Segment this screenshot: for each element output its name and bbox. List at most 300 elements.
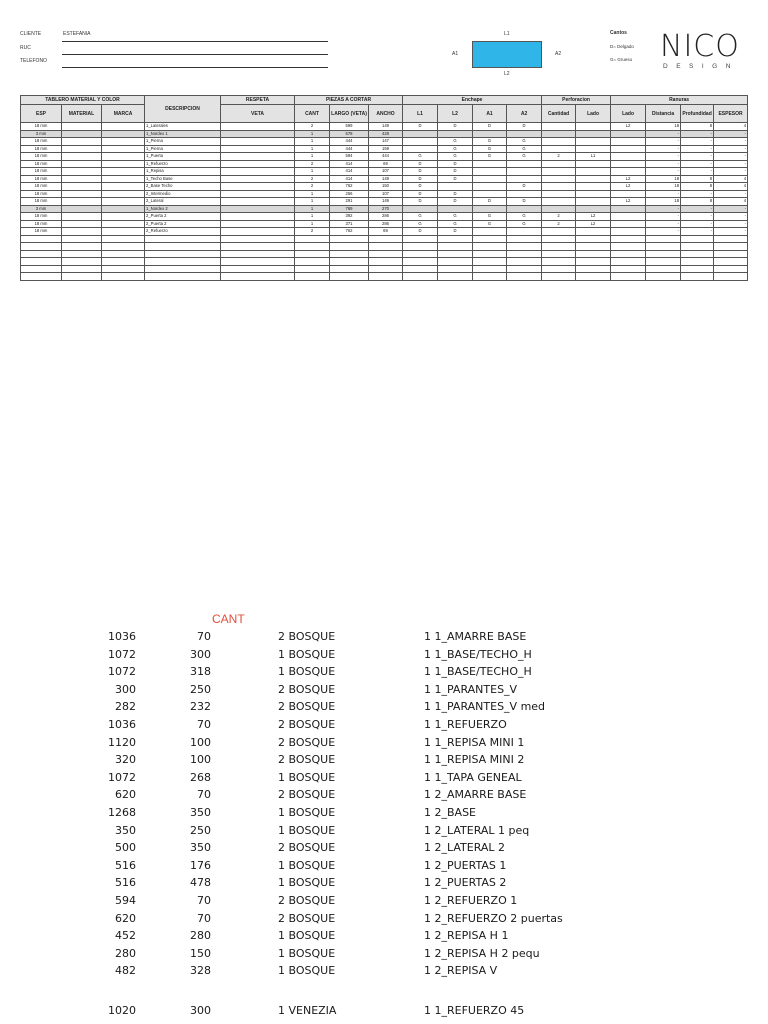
cell-ancho xyxy=(369,243,403,251)
cell-descripcion: 2_Puerta 2 xyxy=(145,213,221,221)
col-material: MATERIAL xyxy=(62,105,102,123)
list-material: 2 BOSQUE xyxy=(278,841,336,855)
cell-ancho: 286 xyxy=(369,220,403,228)
list-width: 280 xyxy=(190,929,211,943)
cell-ranura-lado xyxy=(611,153,646,161)
cell-perf-lado xyxy=(576,160,611,168)
cell-largo xyxy=(330,258,369,266)
cell-descripcion: 1_Nordex 1 xyxy=(145,130,221,138)
cell-cant: 2 xyxy=(295,183,330,191)
table-row-empty xyxy=(21,265,748,273)
list-piece-name: 1 2_REFUERZO 1 xyxy=(424,894,518,907)
list-length: 516 xyxy=(115,876,136,890)
list-width: 70 xyxy=(197,718,211,731)
list-item xyxy=(0,630,768,646)
cell-profundidad: - xyxy=(681,205,714,213)
list-item xyxy=(0,859,768,875)
list-material: 1 BOSQUE xyxy=(278,929,336,943)
list-item xyxy=(0,771,768,787)
list-width: 350 xyxy=(190,806,211,819)
cell-perf-lado xyxy=(576,205,611,213)
list-piece-name: 1 2_REPISA V xyxy=(424,964,498,978)
cell-veta xyxy=(221,130,295,138)
list-length: 350 xyxy=(115,823,136,837)
cell-cant xyxy=(295,265,330,273)
cell-marca xyxy=(102,145,145,153)
list-width: 70 xyxy=(197,894,211,907)
cell-cant xyxy=(295,250,330,258)
cell-l1 xyxy=(403,243,438,251)
cell-a1 xyxy=(473,265,507,273)
cell-l1: D xyxy=(403,175,438,183)
cell-l1: G xyxy=(403,153,438,161)
cell-a1 xyxy=(473,168,507,176)
cell-l2 xyxy=(438,243,473,251)
cell-espesor: - xyxy=(714,160,748,168)
list-piece-name: 1 2_LATERAL 1 peq xyxy=(424,823,530,837)
list-length: 282 xyxy=(115,700,136,714)
cell-perf-lado xyxy=(576,183,611,191)
list-width: 318 xyxy=(190,665,211,679)
cell-material xyxy=(62,153,102,161)
cell-marca xyxy=(102,265,145,273)
cell-a2: D xyxy=(507,123,542,131)
cell-l1: G xyxy=(403,213,438,221)
cell-perf-lado xyxy=(576,198,611,206)
cell-esp: 18 mm xyxy=(21,183,62,191)
cell-marca xyxy=(102,175,145,183)
cell-espesor xyxy=(714,265,748,273)
list-piece-name: 1 2_REPISA H 2 pequ xyxy=(424,946,540,960)
table-row-empty xyxy=(21,250,748,258)
cell-distancia xyxy=(646,258,681,266)
list-width: 300 xyxy=(190,647,211,661)
list-width: 268 xyxy=(190,770,211,784)
table-row xyxy=(21,228,748,236)
cell-marca xyxy=(102,273,145,281)
list-piece-name: 1 1_AMARRE BASE xyxy=(424,630,527,643)
cell-l1 xyxy=(403,265,438,273)
cell-ancho xyxy=(369,235,403,243)
cell-descripcion: 1_Pierna xyxy=(145,145,221,153)
list-item xyxy=(0,753,768,769)
col-profundidad: Profundidad xyxy=(681,105,714,123)
cell-a2 xyxy=(507,205,542,213)
list-piece-name: 1 1_REFUERZO 45 xyxy=(424,1004,525,1017)
list-item xyxy=(0,1004,768,1020)
list-piece-name: 1 2_PUERTAS 1 xyxy=(424,858,507,872)
group-enchape: Enchape xyxy=(403,96,542,105)
cell-veta xyxy=(221,220,295,228)
cell-a2: G xyxy=(507,145,542,153)
cell-perf-lado xyxy=(576,138,611,146)
cell-largo: 578 xyxy=(330,130,369,138)
list-width: 70 xyxy=(197,911,211,925)
table-row-empty xyxy=(21,258,748,266)
cell-l1 xyxy=(403,235,438,243)
cell-l2 xyxy=(438,273,473,281)
cell-perf-lado xyxy=(576,243,611,251)
cell-profundidad: - xyxy=(681,190,714,198)
cell-esp: 3 mm xyxy=(21,205,62,213)
list-material: 2 BOSQUE xyxy=(278,718,336,731)
cell-espesor: 4 xyxy=(714,123,748,131)
cell-a2 xyxy=(507,168,542,176)
cell-descripcion: 2_Puerta 2 xyxy=(145,220,221,228)
col-distancia: Distancia xyxy=(646,105,681,123)
cell-distancia: - xyxy=(646,168,681,176)
cell-marca xyxy=(102,153,145,161)
cell-esp xyxy=(21,273,62,281)
list-item xyxy=(0,824,768,840)
cell-distancia: - xyxy=(646,205,681,213)
cell-espesor xyxy=(714,273,748,281)
cell-ranura-lado xyxy=(611,265,646,273)
list-length: 452 xyxy=(115,929,136,943)
list-piece-name: 1 1_REFUERZO xyxy=(424,718,507,731)
cell-l2: G xyxy=(438,138,473,146)
group-ranuras: Ranuras xyxy=(611,96,748,105)
cell-largo: 762 xyxy=(330,183,369,191)
list-length: 1072 xyxy=(108,647,136,661)
cell-material xyxy=(62,123,102,131)
list-piece-name: 1 1_PARANTES_V med xyxy=(424,700,546,714)
cell-distancia xyxy=(646,243,681,251)
cell-l2 xyxy=(438,265,473,273)
cell-cant: 1 xyxy=(295,130,330,138)
col-cant: CANT xyxy=(295,105,330,123)
cell-espesor xyxy=(714,258,748,266)
cell-a2: G xyxy=(507,213,542,221)
col-esp: ESP xyxy=(21,105,62,123)
cell-profundidad: - xyxy=(681,160,714,168)
cell-perf-lado xyxy=(576,190,611,198)
list-length: 500 xyxy=(115,841,136,855)
cell-ancho: 159 xyxy=(369,145,403,153)
cell-ranura-lado xyxy=(611,250,646,258)
list-material: 1 BOSQUE xyxy=(278,946,336,960)
cell-a2 xyxy=(507,130,542,138)
list-material: 2 BOSQUE xyxy=(278,700,336,714)
cell-perf-cantidad xyxy=(542,190,576,198)
cell-perf-cantidad xyxy=(542,138,576,146)
cliente-field-line xyxy=(62,41,328,42)
cell-a1 xyxy=(473,243,507,251)
list-length: 320 xyxy=(115,753,136,767)
cell-l2: G xyxy=(438,153,473,161)
cell-l1 xyxy=(403,250,438,258)
cell-profundidad: 8 xyxy=(681,198,714,206)
cell-veta xyxy=(221,273,295,281)
cell-a2: D xyxy=(507,198,542,206)
cell-perf-cantidad xyxy=(542,250,576,258)
cell-l2 xyxy=(438,250,473,258)
list-length: 1072 xyxy=(108,665,136,679)
cell-perf-cantidad xyxy=(542,130,576,138)
cell-a1: G xyxy=(473,213,507,221)
cell-material xyxy=(62,235,102,243)
cell-profundidad xyxy=(681,273,714,281)
cell-material xyxy=(62,273,102,281)
cell-a1 xyxy=(473,205,507,213)
list-item xyxy=(0,648,768,664)
cell-perf-cantidad xyxy=(542,175,576,183)
cell-l2: D xyxy=(438,198,473,206)
cell-descripcion xyxy=(145,250,221,258)
col-espesor: ESPESOR xyxy=(714,105,748,123)
table-row xyxy=(21,175,748,183)
cell-marca xyxy=(102,250,145,258)
cell-espesor: - xyxy=(714,213,748,221)
cell-esp xyxy=(21,250,62,258)
cell-espesor xyxy=(714,250,748,258)
cell-espesor: - xyxy=(714,168,748,176)
cell-espesor: - xyxy=(714,220,748,228)
logo-wordmark: NICO xyxy=(660,29,740,64)
cell-perf-cantidad xyxy=(542,183,576,191)
cell-cant: 1 xyxy=(295,153,330,161)
cell-ancho: 150 xyxy=(369,183,403,191)
list-material: 1 BOSQUE xyxy=(278,770,336,784)
cell-l2: D xyxy=(438,123,473,131)
cell-esp: 18 mm xyxy=(21,220,62,228)
list-item xyxy=(0,718,768,734)
cell-esp: 18 mm xyxy=(21,145,62,153)
cell-cant xyxy=(295,273,330,281)
cell-descripcion: 1_Repisa xyxy=(145,168,221,176)
cell-perf-cantidad xyxy=(542,235,576,243)
list-item xyxy=(0,964,768,980)
cell-material xyxy=(62,258,102,266)
cell-a2: D xyxy=(507,183,542,191)
cell-l2: D xyxy=(438,175,473,183)
cell-ranura-lado xyxy=(611,138,646,146)
cell-esp: 18 mm xyxy=(21,228,62,236)
table-row-empty xyxy=(21,243,748,251)
cell-marca xyxy=(102,205,145,213)
cell-perf-cantidad xyxy=(542,198,576,206)
list-width: 70 xyxy=(197,788,211,802)
cell-profundidad: - xyxy=(681,145,714,153)
list-width: 100 xyxy=(190,753,211,767)
cell-a1: G xyxy=(473,138,507,146)
cell-material xyxy=(62,205,102,213)
cell-cant: 1 xyxy=(295,145,330,153)
list-item xyxy=(0,806,768,822)
list-width: 176 xyxy=(190,858,211,872)
cell-distancia: - xyxy=(646,213,681,221)
cell-descripcion xyxy=(145,273,221,281)
cell-distancia xyxy=(646,265,681,273)
cell-esp: 18 mm xyxy=(21,160,62,168)
cell-ancho: 107 xyxy=(369,168,403,176)
cell-perf-lado xyxy=(576,228,611,236)
cell-perf-cantidad xyxy=(542,258,576,266)
cell-perf-lado xyxy=(576,273,611,281)
cell-a1: G xyxy=(473,145,507,153)
cell-profundidad: 8 xyxy=(681,123,714,131)
cell-marca xyxy=(102,183,145,191)
cell-perf-lado xyxy=(576,250,611,258)
list-length: 280 xyxy=(115,946,136,960)
cell-descripcion: 2_Refuerzo xyxy=(145,228,221,236)
list-piece-name: 1 1_PARANTES_V xyxy=(424,682,518,696)
col-lado: Lado xyxy=(576,105,611,123)
cell-a2 xyxy=(507,273,542,281)
cell-marca xyxy=(102,130,145,138)
list-piece-name: 1 2_BASE xyxy=(424,806,476,819)
cell-veta xyxy=(221,168,295,176)
cell-a1 xyxy=(473,160,507,168)
cell-a1 xyxy=(473,258,507,266)
cell-ancho: 286 xyxy=(369,213,403,221)
cell-a2 xyxy=(507,258,542,266)
group-respeta: RESPETA xyxy=(221,96,295,105)
cell-esp: 18 mm xyxy=(21,168,62,176)
table-row xyxy=(21,205,748,213)
cell-ranura-lado xyxy=(611,228,646,236)
cell-descripcion xyxy=(145,243,221,251)
cell-a1 xyxy=(473,228,507,236)
cell-marca xyxy=(102,220,145,228)
cell-material xyxy=(62,190,102,198)
cell-distancia: 18 xyxy=(646,183,681,191)
cell-espesor: 4 xyxy=(714,183,748,191)
cell-a1: G xyxy=(473,153,507,161)
cell-ancho: 270 xyxy=(369,205,403,213)
cell-espesor: - xyxy=(714,130,748,138)
list-material: 1 BOSQUE xyxy=(278,876,336,890)
cell-ranura-lado xyxy=(611,168,646,176)
list-material: 1 BOSQUE xyxy=(278,806,336,819)
cutting-table xyxy=(20,95,748,281)
cell-perf-lado xyxy=(576,265,611,273)
cell-veta xyxy=(221,145,295,153)
cell-largo: 414 xyxy=(330,160,369,168)
list-material: 2 BOSQUE xyxy=(278,682,336,696)
cell-perf-cantidad xyxy=(542,228,576,236)
cell-largo: 256 xyxy=(330,190,369,198)
col-a2: A2 xyxy=(507,105,542,123)
cell-veta xyxy=(221,198,295,206)
list-material: 1 VENEZIA xyxy=(278,1004,337,1017)
cell-esp xyxy=(21,243,62,251)
cell-perf-cantidad xyxy=(542,123,576,131)
cell-ranura-lado xyxy=(611,243,646,251)
cell-a1 xyxy=(473,235,507,243)
table-row xyxy=(21,130,748,138)
telefono-label: TELEFONO xyxy=(20,58,47,64)
cell-largo: 769 xyxy=(330,205,369,213)
list-item xyxy=(0,700,768,716)
cliente-label: CLIENTE xyxy=(20,31,42,37)
list-material: 1 BOSQUE xyxy=(278,665,336,679)
cell-material xyxy=(62,160,102,168)
cell-ranura-lado: L2 xyxy=(611,175,646,183)
col-l1: L1 xyxy=(403,105,438,123)
cell-veta xyxy=(221,228,295,236)
cell-l1 xyxy=(403,130,438,138)
cell-cant: 1 xyxy=(295,213,330,221)
cell-veta xyxy=(221,258,295,266)
list-length: 1268 xyxy=(108,806,136,819)
cell-distancia: - xyxy=(646,145,681,153)
cell-largo: 414 xyxy=(330,168,369,176)
list-material: 2 BOSQUE xyxy=(278,894,336,907)
cell-profundidad: - xyxy=(681,130,714,138)
cantos-grueso: G= Grueso xyxy=(610,57,633,62)
col-largo: LARGO (VETA) xyxy=(330,105,369,123)
cell-descripcion xyxy=(145,235,221,243)
col-cantidad: Cantidad xyxy=(542,105,576,123)
cell-profundidad: - xyxy=(681,228,714,236)
cell-l1 xyxy=(403,205,438,213)
cell-descripcion xyxy=(145,258,221,266)
cell-espesor: - xyxy=(714,145,748,153)
cell-largo: 762 xyxy=(330,228,369,236)
cell-esp: 18 mm xyxy=(21,138,62,146)
cell-largo xyxy=(330,265,369,273)
cell-material xyxy=(62,220,102,228)
cell-espesor: - xyxy=(714,153,748,161)
list-width: 328 xyxy=(190,964,211,978)
list-material: 2 BOSQUE xyxy=(278,788,336,802)
list-piece-name: 1 2_REFUERZO 2 puertas xyxy=(424,911,563,925)
cell-veta xyxy=(221,190,295,198)
cell-l2 xyxy=(438,258,473,266)
cell-espesor: - xyxy=(714,205,748,213)
cell-largo: 291 xyxy=(330,198,369,206)
list-piece-name: 1 1_REPISA MINI 1 xyxy=(424,735,525,749)
cell-descripcion: 2_Lateral xyxy=(145,198,221,206)
cell-material xyxy=(62,130,102,138)
cell-espesor: 4 xyxy=(714,198,748,206)
cell-veta xyxy=(221,205,295,213)
cell-largo: 444 xyxy=(330,145,369,153)
cell-distancia: - xyxy=(646,228,681,236)
cell-perf-cantidad xyxy=(542,243,576,251)
cell-l1: D xyxy=(403,190,438,198)
cell-marca xyxy=(102,168,145,176)
ruc-field-line xyxy=(62,54,328,55)
table-row xyxy=(21,183,748,191)
list-item xyxy=(0,841,768,857)
cell-largo xyxy=(330,235,369,243)
list-length: 482 xyxy=(115,964,136,978)
cell-esp: 18 mm xyxy=(21,123,62,131)
cell-profundidad: 8 xyxy=(681,183,714,191)
cell-ranura-lado xyxy=(611,145,646,153)
list-piece-name: 1 2_REPISA H 1 xyxy=(424,929,509,943)
cell-perf-cantidad xyxy=(542,168,576,176)
list-material: 1 BOSQUE xyxy=(278,858,336,872)
cell-cant: 1 xyxy=(295,138,330,146)
col-veta: VETA xyxy=(221,105,295,123)
cell-descripcion: 1_Refuerzo xyxy=(145,160,221,168)
cell-marca xyxy=(102,258,145,266)
cell-veta xyxy=(221,153,295,161)
list-length: 300 xyxy=(115,682,136,696)
cell-profundidad: - xyxy=(681,153,714,161)
cell-marca xyxy=(102,138,145,146)
list-material: 2 BOSQUE xyxy=(278,753,336,767)
cell-profundidad: - xyxy=(681,213,714,221)
col-l2: L2 xyxy=(438,105,473,123)
list-material: 2 BOSQUE xyxy=(278,735,336,749)
cell-a2: G xyxy=(507,220,542,228)
cell-ranura-lado xyxy=(611,205,646,213)
logo-subtitle: DESIGN xyxy=(663,63,739,70)
